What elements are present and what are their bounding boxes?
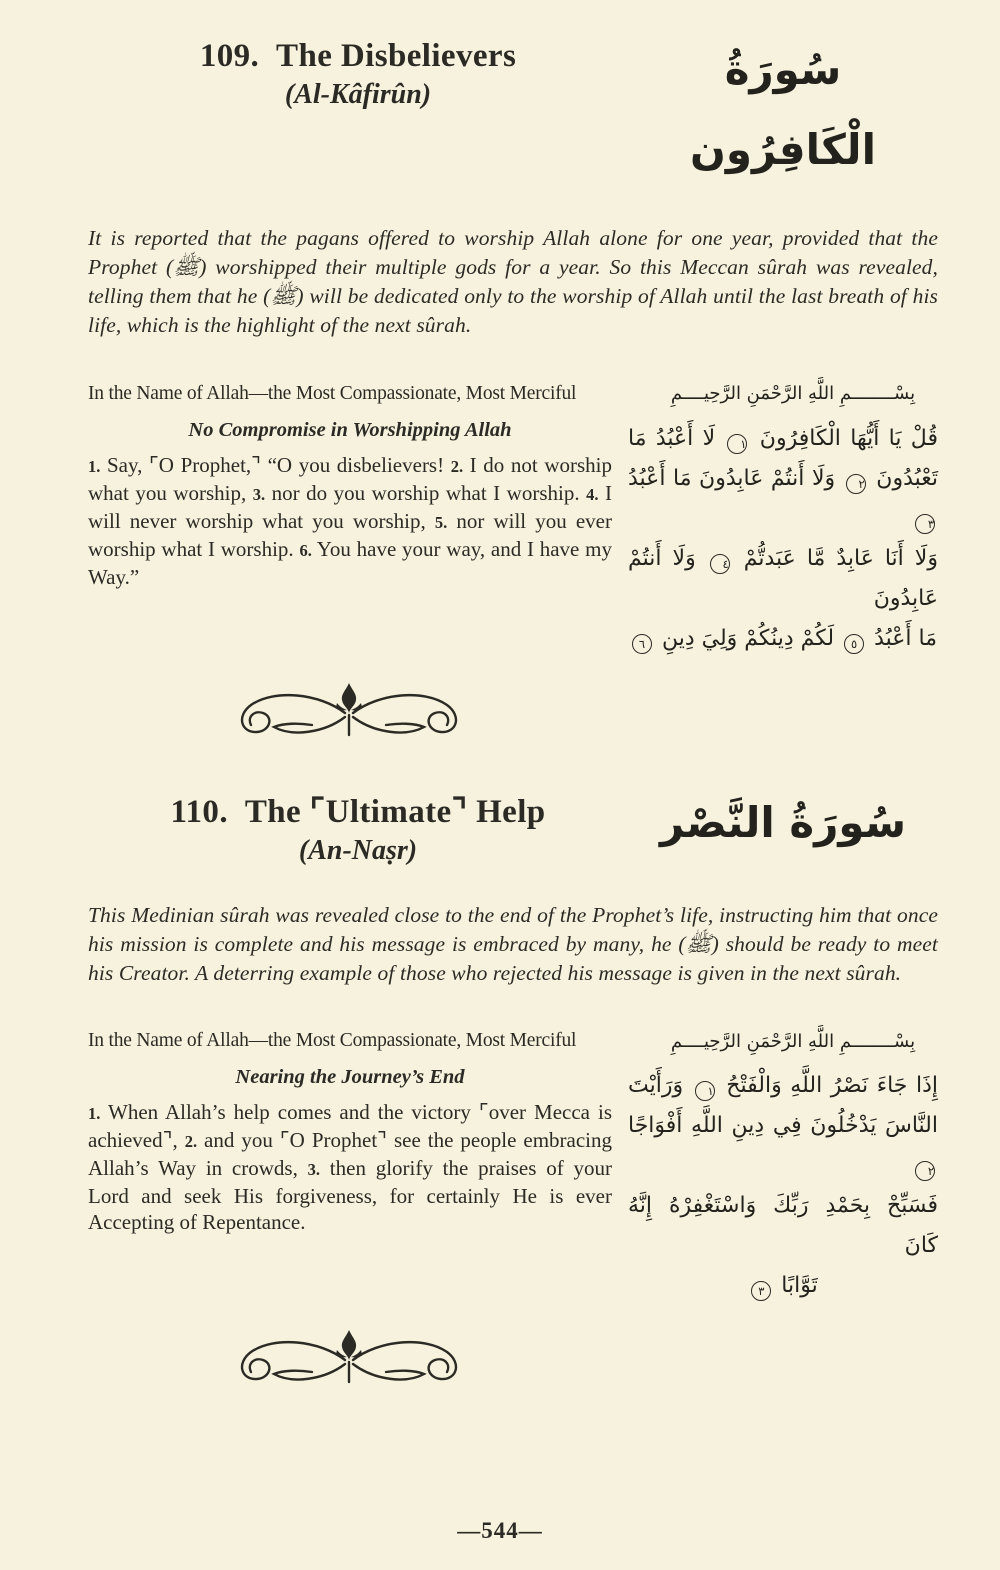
- surah-109-transliteration: (Al-Kâfirûn): [284, 79, 432, 110]
- ayah-end-marker: ١: [695, 1081, 715, 1101]
- surah-109-header: [88, 30, 938, 190]
- verse-number: 2.: [450, 456, 464, 476]
- surah-109-bismillah-row: [88, 383, 938, 405]
- bismillah-english: In the Name of Allah—the Most Compassionate, Most Merciful: [88, 1030, 577, 1052]
- ayah-end-marker: ٣: [915, 514, 935, 534]
- surah-109-arabic-calligraphy: سُورَةُ الْكَافِرُون: [690, 45, 876, 174]
- surah-110-translation-column: [88, 1066, 612, 1306]
- surah-110-section: [88, 783, 938, 1387]
- ayah-end-marker: ٦: [632, 634, 652, 654]
- surah-110-translation-text: 1. When Allah’s help comes and the victory ⌜over Mecca is achieved⌝, 2. and you ⌜O Prophet⌝ see the people embracing Allah’s Way in crowds, 3. then glorify the praises of your Lord and seek His forgiveness, for certainly He is ever Accepting of Repentance.: [88, 1100, 612, 1235]
- surah-110-title-block: [88, 783, 628, 867]
- surah-110-transliteration: (An-Naṣr): [298, 834, 418, 866]
- verse-number: 5.: [434, 512, 448, 532]
- arabic-verse-line: مَا أَعْبُدُ ٥ لَكُمْ دِينُكُمْ وَلِيَ دِينِ ٦: [628, 619, 938, 659]
- page-footer: [0, 1518, 1000, 1544]
- ayah-end-marker: ٤: [710, 554, 730, 574]
- ayah-end-marker: ٢: [915, 1161, 935, 1181]
- surah-109-title: 109. The Disbelievers: [199, 38, 517, 74]
- surah-110-intro: This Medinian sûrah was revealed close to the end of the Prophet’s life, instructing him that once his mission is complete and his message is embraced by many, he (ﷺ) should be ready to meet his Creator. A deterring example of those who rejected his message is given in the next sûrah.: [88, 902, 938, 985]
- verse-number: 3.: [307, 1160, 320, 1180]
- arabic-verse-line: وَلَا أَنَا عَابِدٌ مَّا عَبَدتُّمْ ٤ وَلَا أَنتُمْ عَابِدُونَ: [628, 545, 938, 611]
- surah-109-arabic-text: [628, 419, 938, 659]
- surah-109-intro: It is reported that the pagans offered to worship Allah alone for one year, provided that the Prophet (ﷺ) worshipped their multiple gods for a year. So this Meccan sûrah was revealed, telling them that he (ﷺ) will be dedicated only to the worship of Allah until the last breath of his life, which is the highlight of the next sûrah.: [88, 225, 938, 338]
- flourish-divider: [224, 1328, 474, 1386]
- surah-110-verse-columns: [88, 1066, 938, 1306]
- bismillah-arabic-calligraphy: بِسْــــــــمِ اللَّهِ الرَّحْمَنِ الرَّحِيــــمِ: [670, 1030, 916, 1052]
- arabic-verse-line: تَوَّابًا ٣: [628, 1266, 938, 1306]
- verse-number: 1.: [88, 456, 101, 476]
- surah-109-verse-columns: [88, 419, 938, 659]
- verse-number: 2.: [184, 1132, 198, 1152]
- flourish-icon: [224, 681, 474, 739]
- surah-109-section: [88, 30, 938, 739]
- verse-number: 4.: [586, 484, 599, 504]
- arabic-verse-line: تَعْبُدُونَ ٢ وَلَا أَنتُمْ عَابِدُونَ مَا أَعْبُدُ ٣: [628, 459, 938, 539]
- surah-110-header: [88, 783, 938, 867]
- ayah-end-marker: ٣: [751, 1281, 771, 1301]
- verse-number: 1.: [88, 1104, 101, 1124]
- ayah-end-marker: ١: [727, 434, 747, 454]
- surah-110-section-heading: Nearing the Journey’s End: [235, 1066, 465, 1089]
- ayah-end-marker: ٢: [846, 474, 866, 494]
- flourish-icon: [224, 1328, 474, 1386]
- flourish-divider: [224, 681, 474, 739]
- surah-110-arabic-calligraphy: سُورَةُ النَّصْر: [659, 797, 907, 847]
- verse-number: 3.: [252, 484, 266, 504]
- surah-110-bismillah-row: [88, 1030, 938, 1052]
- surah-109-section-heading: No Compromise in Worshipping Allah: [188, 418, 512, 441]
- surah-110-arabic-text: [628, 1066, 938, 1306]
- surah-109-translation-text: 1. Say, ⌜O Prophet,⌝ “O you disbelievers! 2. I do not worship what you worship, 3. nor do you worship what I worship. 4. I will never worship what you worship, 5. nor will you ever worship what I worship. 6. You have your way, and I have my Way.”: [88, 452, 612, 589]
- arabic-verse-line: إِذَا جَاءَ نَصْرُ اللَّهِ وَالْفَتْحُ ١ وَرَأَيْتَ: [628, 1066, 938, 1106]
- arabic-verse-line: النَّاسَ يَدْخُلُونَ فِي دِينِ اللَّهِ أَفْوَاجًا ٢: [628, 1106, 938, 1186]
- surah-110-title: 110. The ⌜Ultimate⌝ Help: [170, 793, 546, 830]
- surah-109-title-block: [88, 30, 628, 111]
- arabic-verse-line: فَسَبِّحْ بِحَمْدِ رَبِّكَ وَاسْتَغْفِرْهُ إِنَّهُ كَانَ: [628, 1193, 938, 1259]
- surah-109-translation-column: [88, 419, 612, 659]
- verse-number: 6.: [299, 540, 312, 560]
- bismillah-arabic-calligraphy: بِسْــــــــمِ اللَّهِ الرَّحْمَنِ الرَّحِيــــمِ: [670, 383, 916, 405]
- arabic-verse-line: قُلْ يَا أَيُّهَا الْكَافِرُونَ ١ لَا أَعْبُدُ مَا: [628, 419, 938, 459]
- page-number: —544—: [457, 1518, 543, 1543]
- bismillah-english: In the Name of Allah—the Most Compassionate, Most Merciful: [88, 382, 577, 404]
- ayah-end-marker: ٥: [844, 634, 864, 654]
